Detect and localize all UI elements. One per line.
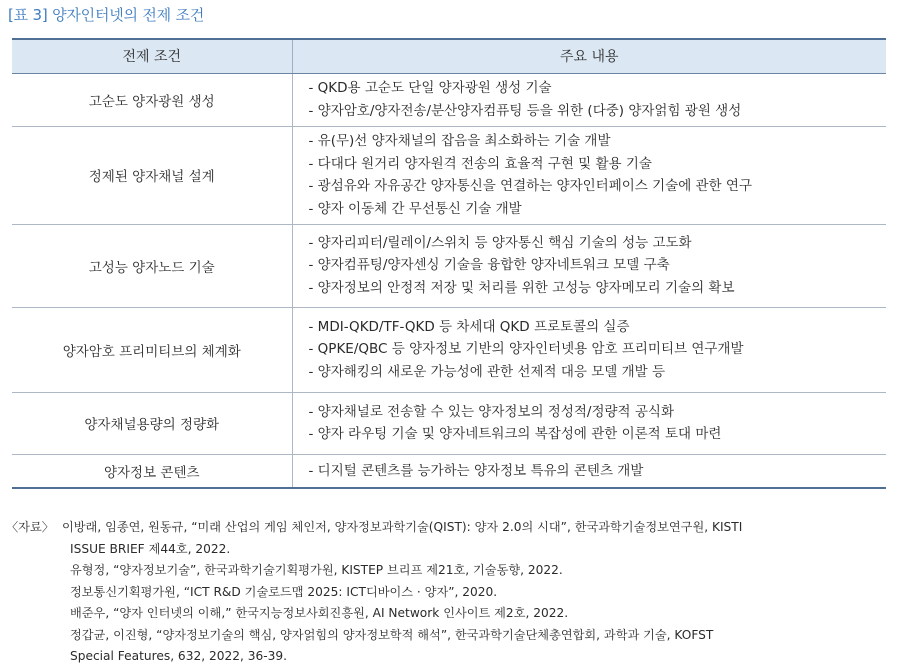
content-item: - 양자정보의 안정적 저장 및 처리를 위한 고성능 양자메모리 기술의 확보 xyxy=(309,277,887,300)
condition-cell: 정제된 양자채널 설계 xyxy=(12,126,292,224)
content-item: - 다대다 원거리 양자원격 전송의 효율적 구현 및 활용 기술 xyxy=(309,153,887,176)
content-cell xyxy=(292,224,886,307)
table-row xyxy=(12,126,886,224)
table-row xyxy=(12,73,886,126)
condition-cell: 양자정보 콘텐츠 xyxy=(12,454,292,488)
reference-line: 유형정, “양자정보기술”, 한국과학기술기획평가원, KISTEP 브리프 제21호, 기술동향, 2022. xyxy=(70,563,563,577)
content-cell xyxy=(292,392,886,454)
condition-cell: 양자암호 프리미티브의 체계화 xyxy=(12,307,292,392)
content-cell xyxy=(292,126,886,224)
table-row xyxy=(12,392,886,454)
content-item: - 디지털 콘텐츠를 능가하는 양자정보 특유의 콘텐츠 개발 xyxy=(309,460,887,483)
header-condition: 전제 조건 xyxy=(12,39,292,73)
content-item: - 양자 라우팅 기술 및 양자네트워크의 복잡성에 관한 이론적 토대 마련 xyxy=(309,423,887,446)
table-header-row xyxy=(12,39,886,73)
source-references xyxy=(6,517,896,668)
content-item: - QPKE/QBC 등 양자정보 기반의 양자인터넷용 암호 프리미티브 연구개발 xyxy=(309,338,887,361)
condition-cell: 고순도 양자광원 생성 xyxy=(12,73,292,126)
content-item: - 양자리피터/릴레이/스위치 등 양자통신 핵심 기술의 성능 고도화 xyxy=(309,232,887,255)
content-item: - 양자암호/양자전송/분산양자컴퓨팅 등을 위한 (다중) 양자얽힘 광원 생성 xyxy=(309,100,887,123)
table-row xyxy=(12,454,886,488)
condition-cell: 양자채널용량의 정량화 xyxy=(12,392,292,454)
reference-line xyxy=(6,517,896,539)
prerequisites-table xyxy=(12,38,886,489)
content-item: - 양자채널로 전송할 수 있는 양자정보의 정성적/정량적 공식화 xyxy=(309,401,887,424)
header-content: 주요 내용 xyxy=(292,39,886,73)
content-cell xyxy=(292,454,886,488)
table-caption: [표 3] 양자인터넷의 전제 조건 xyxy=(8,6,205,24)
reference-line: 정갑균, 이진형, “양자정보기술의 핵심, 양자얽힘의 양자정보학적 해석”, 한국과학기술단체총연합회, 과학과 기술, KOFST xyxy=(70,627,714,642)
content-item: - QKD용 고순도 단일 양자광원 생성 기술 xyxy=(309,77,887,100)
table-row xyxy=(12,307,886,392)
source-label: 〈자료〉 xyxy=(6,520,54,534)
content-item: - 유(무)선 양자채널의 잡음을 최소화하는 기술 개발 xyxy=(309,130,887,153)
content-item: - MDI-QKD/TF-QKD 등 차세대 QKD 프로토콜의 실증 xyxy=(309,316,887,339)
content-item: - 양자해킹의 새로운 가능성에 관한 선제적 대응 모델 개발 등 xyxy=(309,361,887,384)
content-cell xyxy=(292,73,886,126)
content-item: - 광섬유와 자유공간 양자통신을 연결하는 양자인터페이스 기술에 관한 연구 xyxy=(309,175,887,198)
table-row xyxy=(12,224,886,307)
reference-line: 배준우, “양자 인터넷의 이해,” 한국지능정보사회진흥원, AI Network 인사이트 제2호, 2022. xyxy=(70,606,569,620)
reference-line: Special Features, 632, 2022, 36-39. xyxy=(70,649,287,663)
reference-text: 이방래, 임종연, 원동규, “미래 산업의 게임 체인저, 양자정보과학기술(QIST): 양자 2.0의 시대”, 한국과학기술정보연구원, KISTI xyxy=(62,520,743,534)
content-item: - 양자컴퓨팅/양자센싱 기술을 융합한 양자네트워크 모델 구축 xyxy=(309,254,887,277)
content-cell xyxy=(292,307,886,392)
content-item: - 양자 이동체 간 무선통신 기술 개발 xyxy=(309,198,887,221)
reference-line: 정보통신기획평가원, “ICT R&D 기술로드맵 2025: ICT디바이스 · 양자”, 2020. xyxy=(70,584,498,599)
reference-line: ISSUE BRIEF 제44호, 2022. xyxy=(70,541,231,556)
condition-cell: 고성능 양자노드 기술 xyxy=(12,224,292,307)
